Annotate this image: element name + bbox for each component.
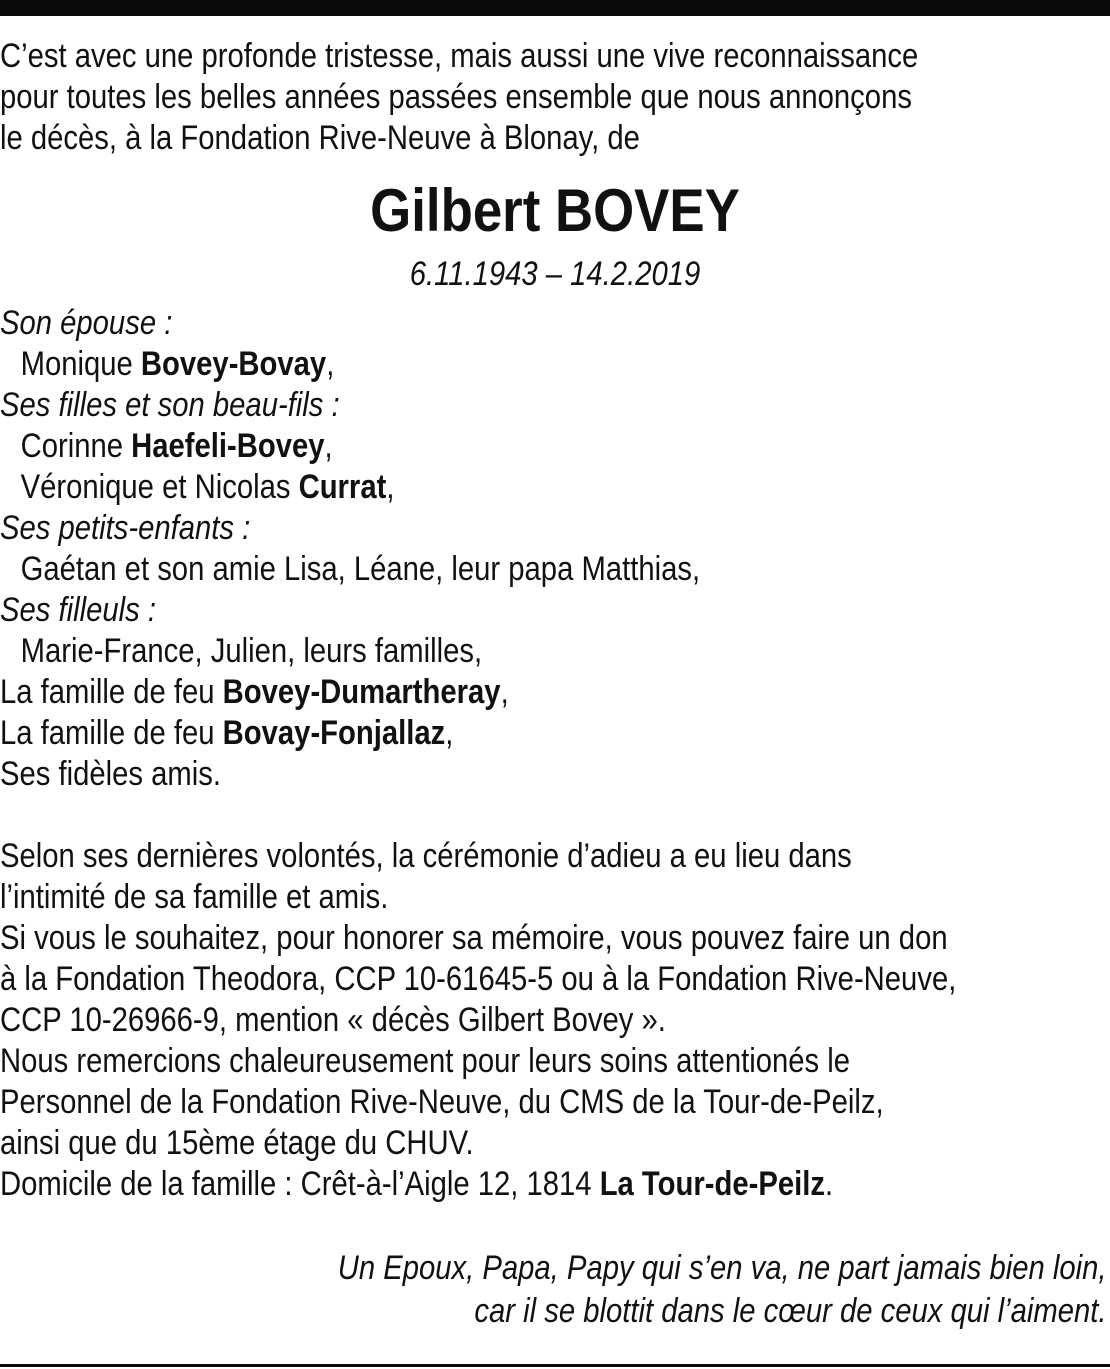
godchildren-role: Ses filleuls :	[0, 591, 157, 629]
closing-line: ainsi que du 15ème étage du CHUV.	[0, 1124, 474, 1162]
intro-line: C’est avec une profonde tristesse, mais aussi une vive reconnaissance	[0, 37, 919, 75]
period: .	[824, 1165, 834, 1203]
family-prefix: La famille de feu	[0, 714, 223, 752]
surname: Bovay-Fonjallaz	[222, 714, 446, 752]
life-dates: 6.11.1943 – 14.2.2019	[409, 255, 701, 293]
top-border-rule	[0, 0, 1110, 16]
domicile-place: La Tour-de-Peilz	[599, 1165, 825, 1203]
surname: Bovey-Bovay	[140, 345, 327, 383]
children-role: Ses filles et son beau-fils :	[0, 386, 340, 424]
closing-line: Selon ses dernières volontés, la cérémonie d’adieu a eu lieu dans	[0, 837, 852, 875]
family-list	[0, 303, 1110, 795]
deceased-name: Gilbert BOVEY	[370, 177, 740, 244]
family-entry	[0, 713, 955, 754]
comma: ,	[445, 714, 454, 752]
closing-line: l’intimité de sa famille et amis.	[0, 878, 389, 916]
closing-line: CCP 10-26966-9, mention « décès Gilbert Bovey ».	[0, 1001, 666, 1039]
first-name: Corinne	[20, 427, 132, 465]
closing-line: Nous remercions chaleureusement pour leurs soins attentionés le	[0, 1042, 851, 1080]
comma: ,	[324, 427, 333, 465]
comma: ,	[326, 345, 335, 383]
quote-line: Un Epoux, Papa, Papy qui s’en va, ne part jamais bien loin,	[337, 1249, 1107, 1287]
closing-line: Personnel de la Fondation Rive-Neuve, du CMS de la Tour-de-Peilz,	[0, 1083, 884, 1121]
first-name: Véronique et Nicolas	[20, 468, 299, 506]
grandchildren-role: Ses petits-enfants :	[0, 509, 251, 547]
spouse-role: Son épouse :	[0, 304, 173, 342]
closing-quote	[0, 1247, 1110, 1333]
surname: Currat	[298, 468, 387, 506]
child-entry	[0, 426, 955, 467]
comma: ,	[386, 468, 395, 506]
closing-paragraph	[0, 836, 1110, 1205]
first-name: Monique	[20, 345, 141, 383]
family-prefix: La famille de feu	[0, 673, 223, 711]
quote-line: car il se blottit dans le cœur de ceux qui l’aiment.	[474, 1292, 1107, 1330]
domicile-address: Domicile de la famille : Crêt-à-l’Aigle 12, 1814	[0, 1165, 600, 1203]
surname: Bovey-Dumartheray	[222, 673, 501, 711]
intro-paragraph	[0, 36, 1110, 159]
bottom-border-rule	[0, 1364, 1110, 1367]
comma: ,	[500, 673, 509, 711]
intro-line: le décès, à la Fondation Rive-Neuve à Blonay, de	[0, 119, 640, 157]
godchildren-entry: Marie-France, Julien, leurs familles,	[20, 632, 483, 670]
domicile-line	[0, 1164, 955, 1205]
family-entry	[0, 672, 955, 713]
closing-line: Si vous le souhaitez, pour honorer sa mémoire, vous pouvez faire un don	[0, 919, 948, 957]
child-entry	[0, 467, 955, 508]
obituary-notice	[0, 36, 1110, 1333]
intro-line: pour toutes les belles années passées ensemble que nous annonçons	[0, 78, 912, 116]
surname: Haefeli-Bovey	[131, 427, 325, 465]
friends-entry: Ses fidèles amis.	[0, 755, 222, 793]
spouse-entry	[0, 344, 955, 385]
grandchildren-entry: Gaétan et son amie Lisa, Léane, leur papa Matthias,	[20, 550, 701, 588]
closing-line: à la Fondation Theodora, CCP 10-61645-5 ou à la Fondation Rive-Neuve,	[0, 960, 957, 998]
